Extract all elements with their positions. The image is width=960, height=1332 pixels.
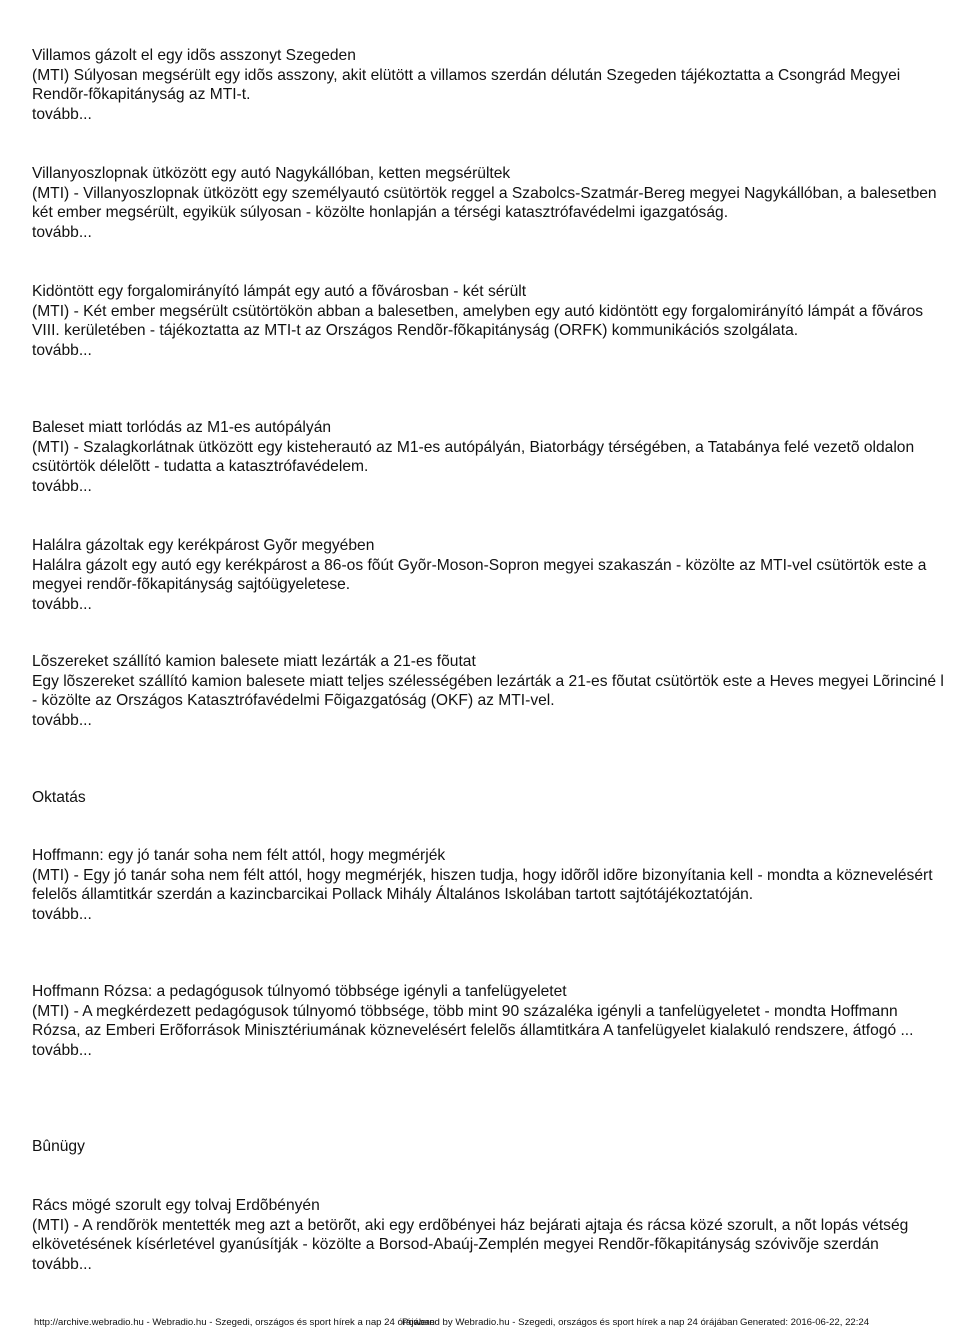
article [32,1196,950,1274]
read-more-link[interactable]: tovább... [32,1255,92,1273]
read-more-link[interactable]: tovább... [32,905,92,923]
article [32,536,950,614]
article-body: (MTI) - Szalagkorlátnak ütközött egy kisteherautó az M1-es autópályán, Biatorbágy térségében, a Tatabánya felé vezetõ oldalon csütörtök délelõtt - tudatta a katasztrófavédelem. [32,438,915,476]
article-body: (MTI) - A rendõrök mentették meg azt a betörõt, aki egy erdõbényei ház bejárati ajtaja és rácsa közé szorult, a nõt lopás vétség elkövetésének kísérletével gyanúsítják - közölte a Borsod-Abaúj-Zemplén megyei Rendõr-fõkapitányság szóvivõje szerdán [32,1216,909,1254]
article [32,282,950,360]
read-more-link[interactable]: tovább... [32,477,92,495]
article-body: (MTI) Súlyosan megsérült egy idõs asszony, akit elütött a villamos szerdán délután Szegeden tájékoztatta a Csongrád Megyei Rendõr-fõkapitányság az MTI-t. [32,66,901,104]
article [32,982,950,1060]
article-body: (MTI) - Két ember megsérült csütörtökön abban a balesetben, amelyben egy autó kidöntött egy forgalomirányító lámpát a fõváros VIII. kerületében - tájékoztatta az MTI-t az Országos Rendõr-fõkapitányság (ORFK) kommunikációs szolgálata. [32,302,924,340]
article-body: Egy lõszereket szállító kamion balesete miatt teljes szélességében lezárták a 21-es fõutat csütörtök este a Heves megyei Lõrinciné l - közölte az Országos Katasztrófavédelmi Fõigazgatóság (OKF) az MTI-vel. [32,672,944,710]
article [32,652,950,730]
article [32,846,950,924]
article-body: Halálra gázolt egy autó egy kerékpárost a 86-os fõút Gyõr-Moson-Sopron megyei szakaszán - közölte az MTI-vel csütörtök este a megyei rendõr-fõkapitányság sajtóügyeletese. [32,556,927,594]
article [32,46,950,124]
article-title: Rács mögé szorult egy tolvaj Erdõbényén [32,1197,320,1214]
section-heading-education: Oktatás [32,789,86,806]
read-more-link[interactable]: tovább... [32,595,92,613]
read-more-link[interactable]: tovább... [32,1041,92,1059]
read-more-link[interactable]: tovább... [32,341,92,359]
footer-url: http://archive.webradio.hu - Webradio.hu - Szegedi, országos és sport hírek a nap 24 órájában [34,1317,435,1328]
read-more-link[interactable]: tovább... [32,105,92,123]
article-title: Hoffmann Rózsa: a pedagógusok túlnyomó többsége igényli a tanfelügyeletet [32,983,567,1000]
footer-generated: Generated: 2016-06-22, 22:24 [740,1317,870,1328]
article [32,418,950,496]
article-title: Villamos gázolt el egy idõs asszonyt Szegeden [32,47,356,64]
article-title: Lõszereket szállító kamion balesete miatt lezárták a 21-es fõutat [32,653,476,670]
article-title: Baleset miatt torlódás az M1-es autópályán [32,419,332,436]
article-body: (MTI) - A megkérdezett pedagógusok túlnyomó többsége, több mint 90 százaléka igényli a tanfelügyeletet - mondta Hoffmann Rózsa, az Emberi Erõforrások Minisztériumának köznevelésért felelõs államtitkára A tanfelügyelet kialakuló rendszere, átfogó ... [32,1002,914,1040]
read-more-link[interactable]: tovább... [32,223,92,241]
article-title: Halálra gázoltak egy kerékpárost Gyõr megyében [32,537,375,554]
footer-powered-by: Powered by Webradio.hu - Szegedi, országos és sport hírek a nap 24 órájában [402,1317,738,1328]
article-title: Hoffmann: egy jó tanár soha nem félt attól, hogy megmérjék [32,847,446,864]
article-title: Villanyoszlopnak ütközött egy autó Nagykállóban, ketten megsérültek [32,165,511,182]
article-title: Kidöntött egy forgalomirányító lámpát egy autó a fõvárosban - két sérült [32,283,527,300]
article-body: (MTI) - Villanyoszlopnak ütközött egy személyautó csütörtök reggel a Szabolcs-Szatmár-Bereg megyei Nagykállóban, a balesetben két ember megsérült, egyikük súlyosan - közölte honlapján a térségi katasztrófavédelmi igazgatóság. [32,184,937,222]
article [32,164,950,242]
page-footer [34,1317,934,1329]
read-more-link[interactable]: tovább... [32,711,92,729]
section-heading-crime: Bûnügy [32,1138,85,1155]
article-body: (MTI) - Egy jó tanár soha nem félt attól, hogy megmérjék, hiszen tudja, hogy idõrõl idõre bizonyítania kell - mondta a köznevelésért felelõs államtitkár szerdán a kazincbarcikai Pollack Mihály Általános Iskolában tartott sajtótájékoztatóján. [32,866,933,904]
